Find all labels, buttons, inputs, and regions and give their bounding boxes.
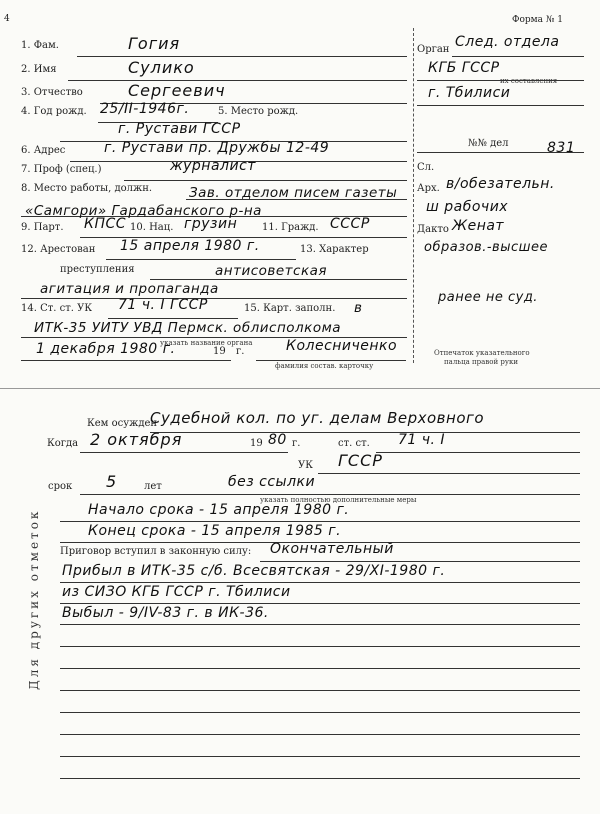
dakt-value-2: образов.-высшее <box>424 240 549 255</box>
organ-value-2: КГБ ГССР <box>428 60 500 76</box>
birth-year-value: 25/II-1946г. <box>100 101 190 117</box>
row-label-patronymic: 3. Отчество <box>21 87 83 98</box>
kogda-value: 2 октября <box>90 430 183 449</box>
delo-value: 831 <box>547 140 576 156</box>
note-value: ранее не суд. <box>438 290 538 305</box>
g-short: г. <box>236 346 245 357</box>
name-value: Сулико <box>128 58 195 77</box>
row-label-surname: 1. Фам. <box>21 40 59 51</box>
card-edge <box>0 388 600 389</box>
citizenship-value: СССР <box>330 216 370 232</box>
stst-label: ст. ст. <box>338 438 370 449</box>
row-label-profession: 7. Проф (спец.) <box>21 164 102 175</box>
stst-value: 71 ч. I <box>398 432 446 448</box>
row-label-citizenship: 11. Гражд. <box>262 222 319 233</box>
year-prefix: 19 <box>213 346 226 357</box>
nationality-value: грузин <box>184 216 238 232</box>
side-note: Для других отметок <box>27 508 41 690</box>
organ-value-3: г. Тбилиси <box>428 85 511 101</box>
row-label-articles: 14. Ст. ст. УК <box>21 303 93 314</box>
srok-label: срок <box>48 481 73 492</box>
delo-label: №№ дел <box>468 138 509 149</box>
surname-value: Гогия <box>128 34 181 53</box>
arch-label: Арх. <box>417 183 440 194</box>
extra-caption: указать полностью дополнительные меры <box>260 496 417 504</box>
organ-caption: указать название органа <box>160 339 253 347</box>
kem-value: Судебной кол. по уг. делам Верховного <box>150 409 485 427</box>
uk-label: УК <box>298 460 313 471</box>
departure-line: Выбыл - 9/IV-83 г. в ИК-36. <box>62 605 269 621</box>
organ-sub: их составления <box>500 77 558 85</box>
extra-value: без ссылки <box>228 474 316 490</box>
organ-value-1: След. отдела <box>455 34 560 50</box>
dakt-value: Женат <box>452 218 505 234</box>
birth-place-value: г. Рустави ГССР <box>118 121 241 137</box>
prigovor-label: Приговор вступил в законную силу: <box>60 546 252 557</box>
row-label-party: 9. Парт. <box>21 222 64 233</box>
crime-value: антисоветская агитация и пропаганда <box>40 263 328 297</box>
arch-value: в/обезательн. <box>446 176 555 192</box>
kogda-year-prefix: 19 <box>250 438 263 449</box>
articles-value: 71 ч. I ГССР <box>118 297 208 313</box>
arrival-from-line: из СИЗО КГБ ГССР г. Тбилиси <box>62 584 291 600</box>
row-label-character: 13. Характер <box>300 244 369 255</box>
row-label-arrested: 12. Арестован <box>21 244 96 255</box>
card-filled-value: в ИТК-35 УИТУ УВД Пермск. облисполкома <box>34 300 363 336</box>
compiler-value: Колесниченко <box>286 338 398 354</box>
row-label-crime: преступления <box>60 264 135 275</box>
corner-mark: 4 <box>4 14 10 24</box>
party-value: КПСС <box>84 216 127 232</box>
row-label-nationality: 10. Нац. <box>130 222 174 233</box>
kogda-label: Когда <box>47 438 79 449</box>
kogda-year: 80 <box>268 432 287 448</box>
patronymic-value: Сергеевич <box>128 81 226 100</box>
form-label: Форма № 1 <box>512 15 563 25</box>
organ-label: Орган <box>417 44 450 55</box>
prigovor-value: Окончательный <box>270 541 394 557</box>
uk-value: ГССР <box>338 451 383 470</box>
kogda-g: г. <box>292 438 301 449</box>
thumb-caption-1: Отпечаток указательного <box>434 349 530 357</box>
row-label-address: 6. Адрес <box>21 145 66 156</box>
arrival-line: Прибыл в ИТК-35 с/б. Всесвятская - 29/XI-1980 г. <box>62 563 446 579</box>
row-label-name: 2. Имя <box>21 64 57 75</box>
dakt-label: Дакто <box>417 224 449 235</box>
sl-label: Сл. <box>417 162 435 173</box>
thumb-caption-2: пальца правой руки <box>444 358 519 366</box>
kem-label: Кем осужден <box>87 418 158 429</box>
profession-value: журналист <box>170 158 256 174</box>
row-label-birth-year: 4. Год рожд. <box>21 106 87 117</box>
row-label-card-filled: 15. Карт. заполн. <box>244 303 336 314</box>
card-date-value: 1 декабря 1980 г. <box>36 341 176 357</box>
arch-value-2: ш рабочих <box>426 199 509 215</box>
row-label-workplace: 8. Место работы, должн. <box>21 183 153 194</box>
let-label: лет <box>144 481 162 492</box>
term-start: Начало срока - 15 апреля 1980 г. <box>88 502 350 518</box>
compiler-caption: фамилия состав. карточку <box>275 362 374 370</box>
address-value: г. Рустави пр. Дружбы 12-49 <box>104 140 330 156</box>
workplace-value: Зав. отделом писем газеты «Самгори» Гардабанского р-на <box>25 185 398 219</box>
term-end: Конец срока - 15 апреля 1985 г. <box>88 523 342 539</box>
row-label-birth-place: 5. Место рожд. <box>218 106 299 117</box>
arrested-value: 15 апреля 1980 г. <box>120 238 260 254</box>
srok-value: 5 <box>106 472 118 491</box>
